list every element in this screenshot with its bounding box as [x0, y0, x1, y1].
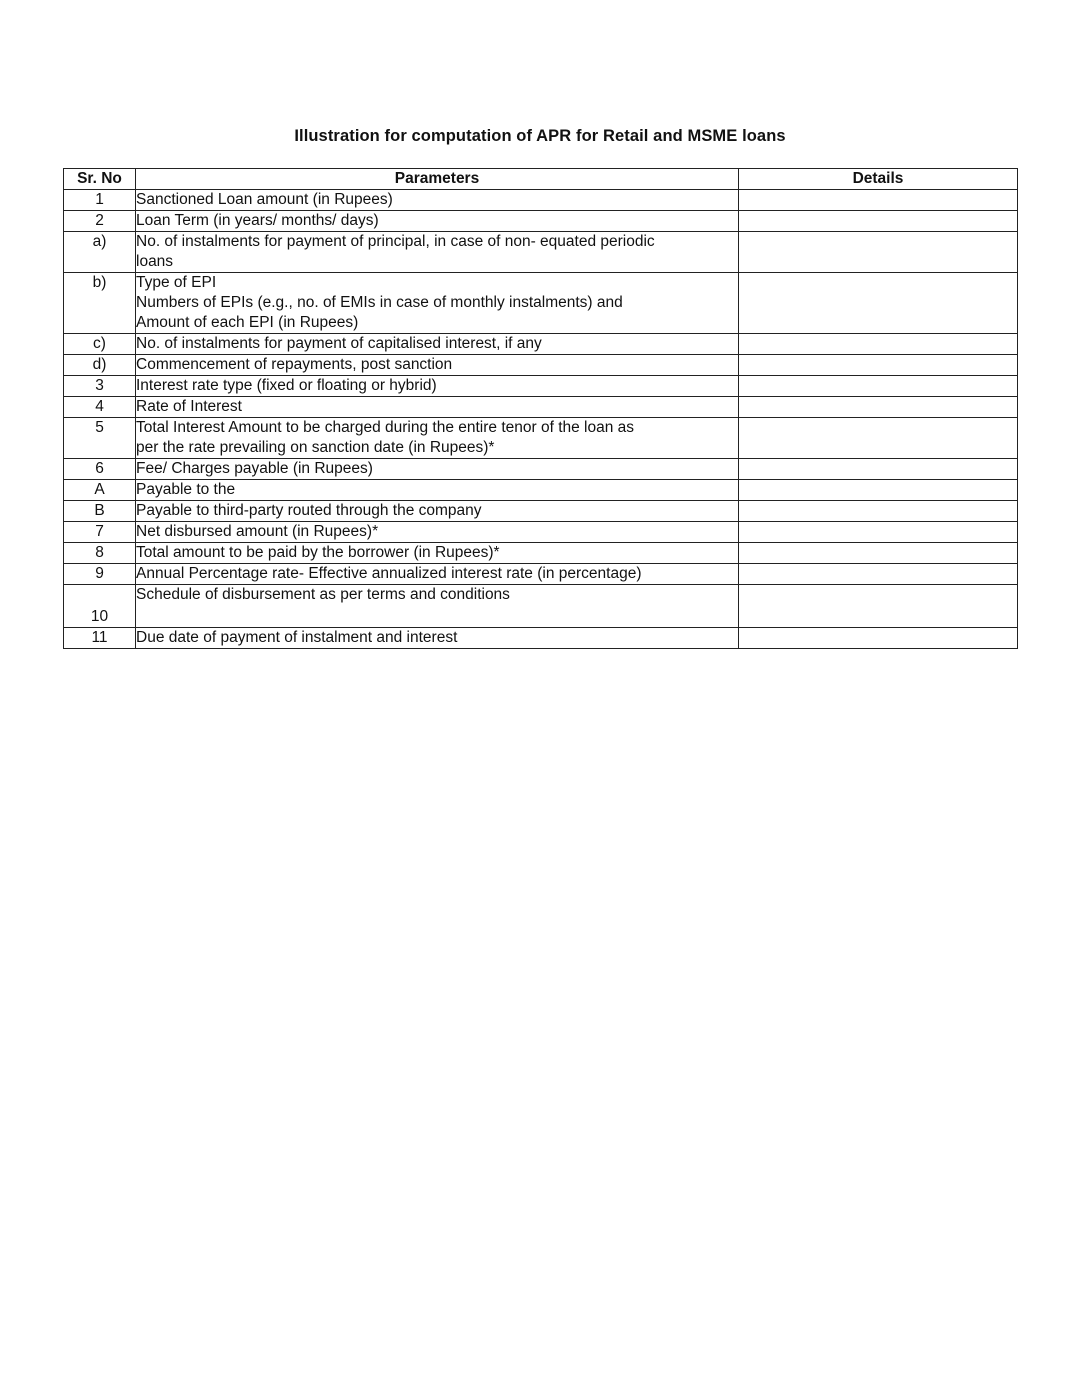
row-parameter: Commencement of repayments, post sanction [136, 355, 739, 376]
table-row [64, 397, 1018, 418]
table-header-row [64, 169, 1018, 190]
row-details [739, 273, 1018, 334]
row-parameter: Payable to third-party routed through the company [136, 501, 739, 522]
row-sr-no: a) [64, 232, 136, 273]
table-row [64, 501, 1018, 522]
row-details [739, 480, 1018, 501]
row-details [739, 190, 1018, 211]
row-parameter: Net disbursed amount (in Rupees)* [136, 522, 739, 543]
row-details [739, 418, 1018, 459]
row-details [739, 501, 1018, 522]
table-row [64, 273, 1018, 334]
row-parameter: Total Interest Amount to be charged during the entire tenor of the loan as per the rate prevailing on sanction date (in Rupees)* [136, 418, 739, 459]
table-row [64, 376, 1018, 397]
row-sr-no: 3 [64, 376, 136, 397]
header-details: Details [739, 169, 1018, 190]
row-parameter: Fee/ Charges payable (in Rupees) [136, 459, 739, 480]
row-parameter: Due date of payment of instalment and interest [136, 628, 739, 649]
row-sr-no: 2 [64, 211, 136, 232]
row-sr-no: B [64, 501, 136, 522]
table-row [64, 211, 1018, 232]
row-details [739, 397, 1018, 418]
row-parameter: Schedule of disbursement as per terms and conditions [136, 585, 739, 628]
table-row [64, 418, 1018, 459]
table-row [64, 480, 1018, 501]
row-sr-no: 8 [64, 543, 136, 564]
row-details [739, 232, 1018, 273]
row-parameter: Total amount to be paid by the borrower (in Rupees)* [136, 543, 739, 564]
table-row [64, 190, 1018, 211]
table-row [64, 355, 1018, 376]
row-parameter: Annual Percentage rate- Effective annualized interest rate (in percentage) [136, 564, 739, 585]
table-row [64, 564, 1018, 585]
row-sr-no: 5 [64, 418, 136, 459]
table-row [64, 628, 1018, 649]
row-parameter: Type of EPI Numbers of EPIs (e.g., no. of EMIs in case of monthly instalments) and Amount of each EPI (in Rupees) [136, 273, 739, 334]
table-row [64, 459, 1018, 480]
row-details [739, 355, 1018, 376]
header-sr-no: Sr. No [64, 169, 136, 190]
row-details [739, 522, 1018, 543]
row-parameter: Rate of Interest [136, 397, 739, 418]
row-details [739, 628, 1018, 649]
table-row [64, 585, 1018, 628]
row-details [739, 543, 1018, 564]
row-parameter: Interest rate type (fixed or floating or hybrid) [136, 376, 739, 397]
row-details [739, 459, 1018, 480]
row-details [739, 585, 1018, 628]
row-sr-no: b) [64, 273, 136, 334]
table-row [64, 334, 1018, 355]
row-parameter: Payable to the [136, 480, 739, 501]
row-sr-no: 9 [64, 564, 136, 585]
table-row [64, 543, 1018, 564]
row-sr-no: A [64, 480, 136, 501]
row-sr-no: 4 [64, 397, 136, 418]
page-title: Illustration for computation of APR for Retail and MSME loans [294, 127, 786, 145]
row-parameter: No. of instalments for payment of capitalised interest, if any [136, 334, 739, 355]
row-parameter: Loan Term (in years/ months/ days) [136, 211, 739, 232]
row-sr-no: d) [64, 355, 136, 376]
table-row [64, 232, 1018, 273]
row-sr-no: 10 [64, 585, 136, 628]
row-sr-no: 6 [64, 459, 136, 480]
row-details [739, 564, 1018, 585]
row-details [739, 211, 1018, 232]
row-sr-no: 7 [64, 522, 136, 543]
header-parameters: Parameters [136, 169, 739, 190]
row-details [739, 376, 1018, 397]
row-parameter: Sanctioned Loan amount (in Rupees) [136, 190, 739, 211]
row-sr-no: 11 [64, 628, 136, 649]
row-sr-no: 1 [64, 190, 136, 211]
apr-parameters-table [63, 168, 1018, 649]
table-row [64, 522, 1018, 543]
row-details [739, 334, 1018, 355]
row-sr-no: c) [64, 334, 136, 355]
row-parameter: No. of instalments for payment of principal, in case of non- equated periodic loans [136, 232, 739, 273]
